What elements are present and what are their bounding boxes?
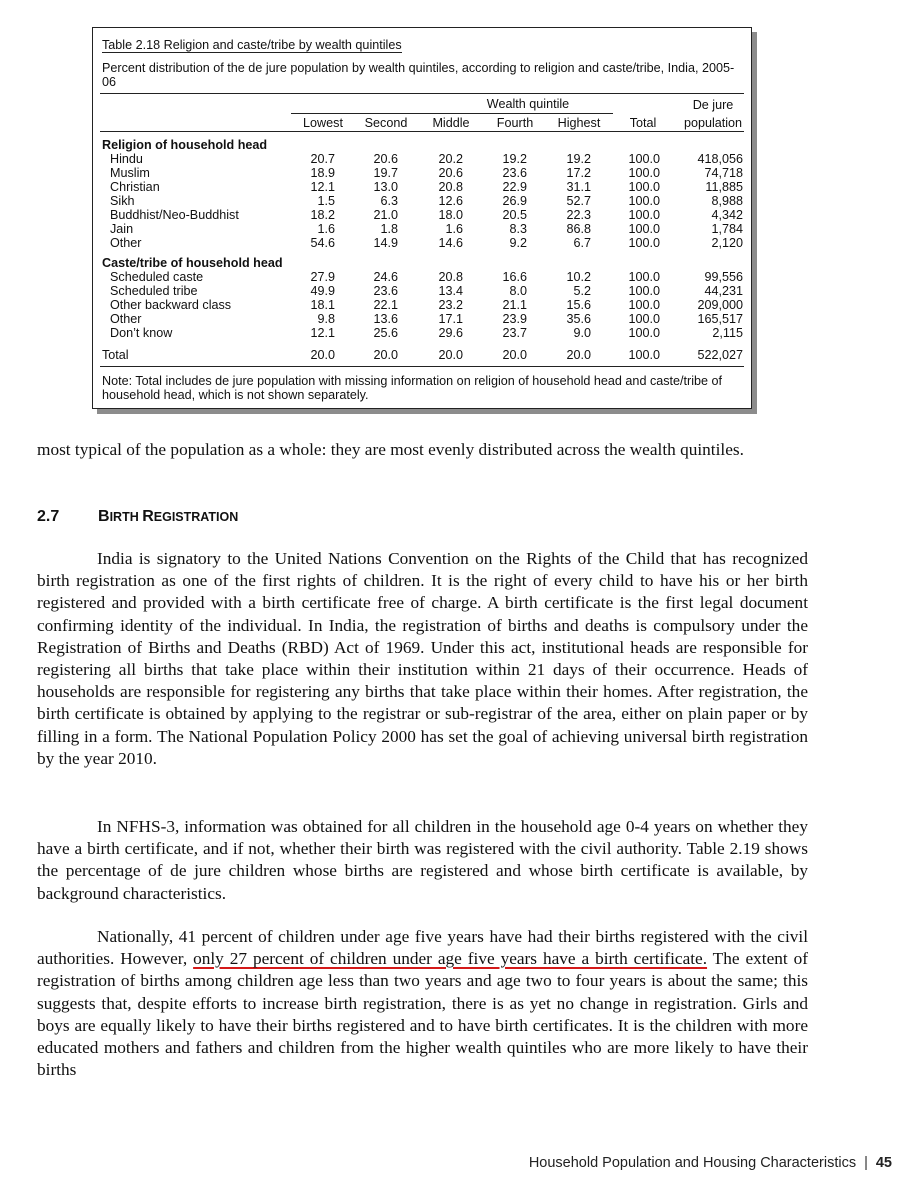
table-cell: 2,120 — [711, 236, 743, 250]
paragraph-continuation: most typical of the population as a whole: they are most evenly distributed across the wealth quintiles. — [37, 440, 744, 459]
table-cell: 19.2 — [502, 152, 527, 166]
paragraph-birth-registration-2: In NFHS-3, information was obtained for all children in the household age 0-4 years on whether they have a birth certificate, and if not, whether their birth was registered with the civil authority. Table 2.19 shows the percentage of de jure children whose births are registered and whose birth certificate is available, by background characteristics. — [37, 817, 808, 903]
table-cell: 21.1 — [502, 298, 527, 312]
table-row — [93, 166, 751, 180]
table-cell: 18.0 — [438, 208, 463, 222]
row-label: Other — [110, 236, 142, 250]
table-cell: 9.0 — [573, 326, 591, 340]
table-cell: 9.8 — [317, 312, 335, 326]
section-heading-caste: Caste/tribe of household head — [102, 256, 283, 270]
col-header-dejure-1: De jure — [692, 98, 734, 112]
col-header-middle: Middle — [432, 116, 470, 130]
table-cell: 14.6 — [438, 236, 463, 250]
table-cell: 5.2 — [573, 284, 591, 298]
row-label: Scheduled tribe — [110, 284, 198, 298]
table-cell: 23.9 — [502, 312, 527, 326]
table-cell: 74,718 — [704, 166, 743, 180]
table-cell: 1.6 — [445, 222, 463, 236]
table-cell: 9.2 — [509, 236, 527, 250]
table-row — [93, 270, 751, 284]
table-cell: 100.0 — [628, 348, 660, 362]
row-label: Buddhist/Neo-Buddhist — [110, 208, 239, 222]
table-cell: 99,556 — [704, 270, 743, 284]
table-cell: 52.7 — [566, 194, 591, 208]
table-cell: 23.6 — [373, 284, 398, 298]
table-cell: 12.1 — [310, 180, 335, 194]
row-label: Jain — [110, 222, 134, 236]
wealth-quintile-header: Wealth quintile — [486, 97, 570, 111]
section-heading-religion: Religion of household head — [102, 138, 268, 152]
table-cell: 8.3 — [509, 222, 527, 236]
table-cell: 100.0 — [628, 298, 660, 312]
table-cell: 23.7 — [502, 326, 527, 340]
table-cell: 22.1 — [373, 298, 398, 312]
table-cell: 44,231 — [704, 284, 743, 298]
row-label: Christian — [110, 180, 160, 194]
table-cell: 18.9 — [310, 166, 335, 180]
table-note: Note: Total includes de jure population with missing information on religion of household head and caste/tribe of household head, which is not shown separately. — [102, 374, 723, 402]
table-cell: 418,056 — [697, 152, 743, 166]
row-label: Sikh — [110, 194, 135, 208]
col-header-lowest: Lowest — [303, 116, 343, 130]
table-row — [93, 326, 751, 340]
table-cell: 14.9 — [373, 236, 398, 250]
table-cell: 29.6 — [438, 326, 463, 340]
section-heading-row — [93, 138, 751, 152]
caste-rows — [93, 270, 751, 340]
footer-separator: | — [864, 1155, 868, 1171]
table-cell: 23.2 — [438, 298, 463, 312]
table-cell: 20.7 — [310, 152, 335, 166]
row-label: Hindu — [110, 152, 143, 166]
table-cell: 19.2 — [566, 152, 591, 166]
total-row — [93, 348, 751, 362]
table-cell: 12.6 — [438, 194, 463, 208]
table-cell: 20.0 — [373, 348, 398, 362]
table-cell: 86.8 — [566, 222, 591, 236]
table-cell: 1.5 — [317, 194, 335, 208]
table-cell: 23.6 — [502, 166, 527, 180]
row-label: Other — [110, 312, 142, 326]
table-cell: 20.0 — [310, 348, 335, 362]
table-body — [93, 138, 751, 362]
table-cell: 1.6 — [317, 222, 335, 236]
header-bottom-rule — [100, 131, 744, 132]
row-label: Scheduled caste — [110, 270, 204, 284]
table-row — [93, 312, 751, 326]
table-cell: 100.0 — [628, 208, 660, 222]
table-cell: 20.5 — [502, 208, 527, 222]
paragraph-birth-registration-3: Nationally, 41 percent of children under age five years have had their births registered with the civil authorities. However, only 27 percent of children under age five years have a birth certificate. The extent of registration of births among children age less than two years and age two to four years is about the same; this suggests that, despite efforts to increase birth registration, there is as yet no change in registration. Girls and boys are equally likely to have their births registered and to have birth certificates. It is the children with more educated mothers and fathers and children from the higher wealth quintiles who are more likely to have their births — [37, 927, 808, 1080]
table-cell: 100.0 — [628, 236, 660, 250]
col-header-second: Second — [364, 116, 408, 130]
table-cell: 1.8 — [380, 222, 398, 236]
table-cell: 100.0 — [628, 284, 660, 298]
row-label: Other backward class — [110, 298, 232, 312]
table-row — [93, 208, 751, 222]
row-label: Muslim — [110, 166, 150, 180]
table-2-18 — [92, 27, 752, 409]
wealth-quintile-rule — [291, 113, 613, 114]
paragraph-birth-registration-1: India is signatory to the United Nations Convention on the Rights of the Child that has recognized birth registration as one of the first rights of children. It is the right of every child to have his or her birth registered and provided with a birth certificate free of charge. A birth certificate is the first legal document confirming identity of the individual. In India, the registration of births and deaths is compulsory under the Registration of Births and Deaths (RBD) Act of 1969. Under this act, institutional heads are responsible for registering all births that take place within their institution within 21 days of their occurrence. Heads of households are responsible for registering any births that take place within their homes. After registration, the birth certificate is obtained by applying to the registrar or sub-registrar of the area, either on plain paper or by filling in a form. The National Population Policy 2000 has set the goal of achieving universal birth registration by the year 2010. — [37, 549, 808, 768]
table-cell: 21.0 — [373, 208, 398, 222]
table-row — [93, 284, 751, 298]
table-cell: 12.1 — [310, 326, 335, 340]
table-cell: 100.0 — [628, 222, 660, 236]
table-row — [93, 180, 751, 194]
table-cell: 19.7 — [373, 166, 398, 180]
table-cell: 31.1 — [566, 180, 591, 194]
table-cell: 8.0 — [509, 284, 527, 298]
table-cell: 20.6 — [373, 152, 398, 166]
table-row — [93, 194, 751, 208]
section-heading: 2.7 BIRTH REGISTRATION — [37, 508, 239, 525]
religion-rows — [93, 152, 751, 250]
table-cell: 16.6 — [502, 270, 527, 284]
table-cell: 100.0 — [628, 326, 660, 340]
table-cell: 2,115 — [712, 326, 743, 340]
table-cell: 27.9 — [310, 270, 335, 284]
table-cell: 209,000 — [697, 298, 743, 312]
table-row — [93, 152, 751, 166]
table-cell: 100.0 — [628, 270, 660, 284]
table-cell: 20.0 — [566, 348, 591, 362]
row-label: Don’t know — [110, 326, 173, 340]
col-header-total: Total — [629, 116, 657, 130]
page-number: 45 — [875, 1155, 892, 1171]
total-row-container — [93, 348, 751, 362]
table-cell: 11,885 — [705, 180, 743, 194]
section-number: 2.7 — [37, 508, 60, 525]
table-cell: 17.1 — [438, 312, 463, 326]
table-cell: 4,342 — [711, 208, 743, 222]
table-cell: 20.8 — [438, 180, 463, 194]
table-cell: 6.7 — [573, 236, 591, 250]
table-cell: 165,517 — [697, 312, 743, 326]
table-cell: 20.8 — [438, 270, 463, 284]
page-footer — [529, 1155, 892, 1171]
table-cell: 10.2 — [566, 270, 591, 284]
table-row — [93, 298, 751, 312]
table-cell: 8,988 — [711, 194, 743, 208]
note-rule — [100, 366, 744, 367]
table-cell: 22.9 — [502, 180, 527, 194]
table-cell: 100.0 — [628, 152, 660, 166]
table-cell: 20.0 — [502, 348, 527, 362]
col-header-highest: Highest — [557, 116, 601, 130]
table-cell: 100.0 — [628, 312, 660, 326]
col-header-fourth: Fourth — [496, 116, 534, 130]
table-cell: 13.0 — [373, 180, 398, 194]
table-cell: 24.6 — [373, 270, 398, 284]
table-cell: 26.9 — [502, 194, 527, 208]
footer-chapter-title: Household Population and Housing Characteristics — [528, 1155, 857, 1171]
highlighted-sentence: only 27 percent of children under age five years have a birth certificate. — [193, 949, 708, 969]
table-cell: 13.4 — [438, 284, 463, 298]
table-cell: 22.3 — [566, 208, 591, 222]
table-cell: 522,027 — [697, 348, 743, 362]
table-cell: 49.9 — [310, 284, 335, 298]
table-cell: 54.6 — [310, 236, 335, 250]
table-cell: 20.0 — [438, 348, 463, 362]
table-cell: 20.2 — [438, 152, 463, 166]
table-title: Table 2.18 Religion and caste/tribe by wealth quintiles — [102, 38, 402, 52]
col-header-dejure-2: population — [683, 116, 743, 130]
table-cell: 15.6 — [566, 298, 591, 312]
table-subtitle: Percent distribution of the de jure population by wealth quintiles, according to religion and caste/tribe, India, 2005-06 — [102, 61, 735, 89]
table-cell: 100.0 — [628, 166, 660, 180]
table-cell: 18.2 — [310, 208, 335, 222]
table-cell: 1,784 — [711, 222, 743, 236]
table-row — [93, 236, 751, 250]
table-cell: 25.6 — [373, 326, 398, 340]
table-cell: 6.3 — [380, 194, 398, 208]
section-heading-row — [93, 256, 751, 270]
table-top-rule — [100, 93, 744, 94]
table-cell: 18.1 — [310, 298, 335, 312]
table-cell: 100.0 — [628, 194, 660, 208]
table-row — [93, 222, 751, 236]
table-cell: 13.6 — [373, 312, 398, 326]
table-cell: 100.0 — [628, 180, 660, 194]
row-label: Total — [102, 348, 129, 362]
table-cell: 17.2 — [566, 166, 591, 180]
table-cell: 35.6 — [566, 312, 591, 326]
table-cell: 20.6 — [438, 166, 463, 180]
